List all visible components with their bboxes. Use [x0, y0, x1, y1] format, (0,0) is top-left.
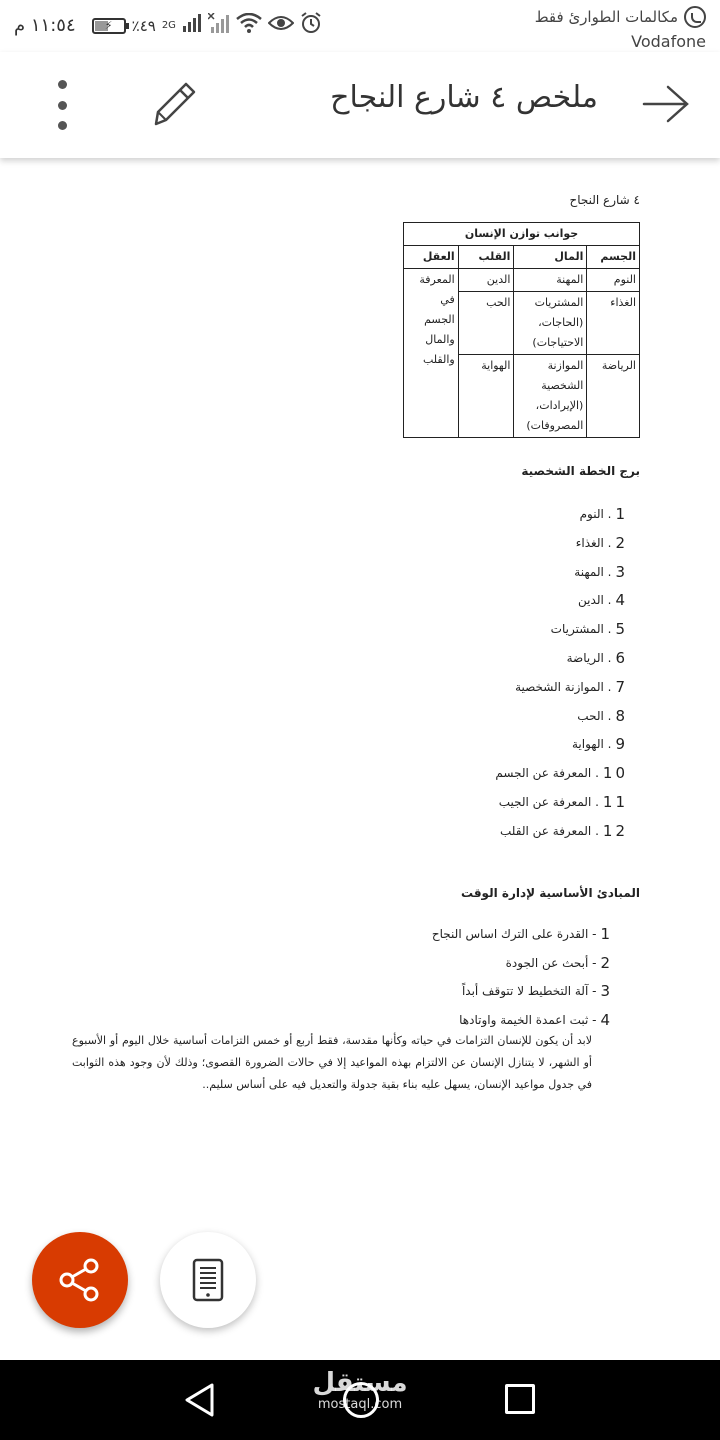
document-subtitle: ٤ شارع النجاح — [569, 193, 640, 207]
more-options-button[interactable] — [48, 80, 76, 130]
table-cell: المهنة — [514, 269, 587, 292]
principles-paragraph: لابد أن يكون للإنسان التزامات في حياته وكأنها مقدسة، فقط أربع أو خمس التزامات أساسية خلال اليوم أو الأسبوع أو الشهر، لا يتنازل الإنسان عن الالتزام بهذه المواعيد إلا في حالات الضرورة القصوى؛ وذلك لأن وجود هذه الثوابت في جدول مواعيد الإنسان، يسهل عليه بناء بقية جدولة والتعديل فيه على أساس سليم.. — [72, 1034, 592, 1091]
edit-pencil-icon — [148, 80, 198, 128]
list-item: 3 - آلة التخطيط لا تتوقف أبداً — [461, 982, 610, 1000]
clock: ١١:٥٤ م — [14, 15, 76, 36]
app-bar — [0, 52, 720, 158]
reading-mode-icon — [192, 1258, 224, 1302]
principles-title: المبادئ الأساسية لإدارة الوقت — [461, 886, 640, 900]
plan-title: برج الخطة الشخصية — [521, 464, 640, 478]
table-header: العقل — [404, 246, 459, 269]
table-cell: المعرفة في الجسم والمال والقلب — [404, 269, 459, 438]
table-cell: الدين — [458, 269, 514, 292]
table-row — [404, 269, 640, 292]
plan-list — [495, 500, 628, 846]
back-button[interactable] — [642, 84, 690, 124]
share-button[interactable] — [32, 1232, 128, 1328]
list-item: 10 . المعرفة عن الجسم — [495, 764, 628, 783]
list-item: 4 . الدين — [578, 591, 628, 610]
table-cell: المشتريات (الحاجات، الاحتياجات) — [514, 292, 587, 355]
list-item: 2 - أبحث عن الجودة — [505, 953, 610, 972]
list-item: 1 . النوم — [579, 505, 628, 523]
table-cell: الهواية — [458, 355, 514, 438]
table-cell: الرياضة — [587, 355, 640, 438]
edit-button[interactable] — [148, 80, 198, 128]
table-cell: الحب — [458, 292, 514, 355]
network-type: 2G — [161, 20, 176, 31]
whatsapp-icon — [684, 6, 706, 28]
share-icon — [57, 1257, 103, 1303]
list-item: 11 . المعرفة عن الجيب — [498, 792, 628, 811]
system-nav-bar — [0, 1360, 720, 1440]
table-cell: النوم — [587, 269, 640, 292]
page-title: ملخص ٤ شارع النجاح — [330, 80, 598, 115]
table-header: المال — [514, 246, 587, 269]
reading-mode-button[interactable] — [160, 1232, 256, 1328]
list-item: 3 . المهنة — [574, 562, 628, 581]
back-arrow-icon — [642, 84, 690, 124]
carrier-info — [535, 6, 706, 51]
list-item: 12 . المعرفة عن القلب — [500, 821, 628, 840]
table-caption: جوانب توازن الإنسان — [404, 223, 640, 246]
list-item: 7 . الموازنة الشخصية — [515, 677, 628, 696]
no-signal-icon — [208, 13, 230, 38]
alarm-icon — [300, 12, 322, 39]
list-item: 9 . الهواية — [571, 735, 628, 754]
nav-back-icon[interactable] — [182, 1382, 218, 1418]
signal-icon — [182, 14, 202, 37]
emergency-calls-text: مكالمات الطوارئ فقط — [534, 8, 678, 26]
eye-comfort-icon — [268, 14, 294, 37]
list-item: 5 . المشتريات — [550, 620, 628, 639]
more-vertical-icon — [58, 80, 67, 89]
list-item: 2 . الغذاء — [575, 533, 628, 552]
list-item: 4 - ثبت اعمدة الخيمة واوتادها — [459, 1010, 610, 1029]
nav-home-icon[interactable] — [343, 1382, 379, 1418]
table-cell: الموازنة الشخصية (الإيرادات، المصروفات) — [514, 355, 587, 438]
balance-table — [403, 222, 640, 438]
principles-list — [432, 920, 610, 1034]
carrier-name: Vodafone — [631, 32, 706, 51]
status-bar — [0, 0, 720, 52]
list-item: 1 - القدرة على الترك اساس النجاح — [431, 925, 610, 943]
document-body — [0, 160, 720, 1360]
list-item: 6 . الرياضة — [566, 648, 628, 667]
battery-percent: ٪٤٩ — [131, 16, 156, 35]
table-cell: الغذاء — [587, 292, 640, 355]
table-header: الجسم — [587, 246, 640, 269]
list-item: 8 . الحب — [577, 706, 628, 725]
status-icons-left — [14, 12, 322, 39]
table-header: القلب — [458, 246, 514, 269]
battery-charging-icon: ⚡ — [92, 18, 126, 34]
nav-recent-icon[interactable] — [505, 1384, 535, 1414]
mostaql-watermark: مستقل mostaql.com — [312, 1368, 408, 1412]
wifi-icon — [236, 13, 262, 38]
